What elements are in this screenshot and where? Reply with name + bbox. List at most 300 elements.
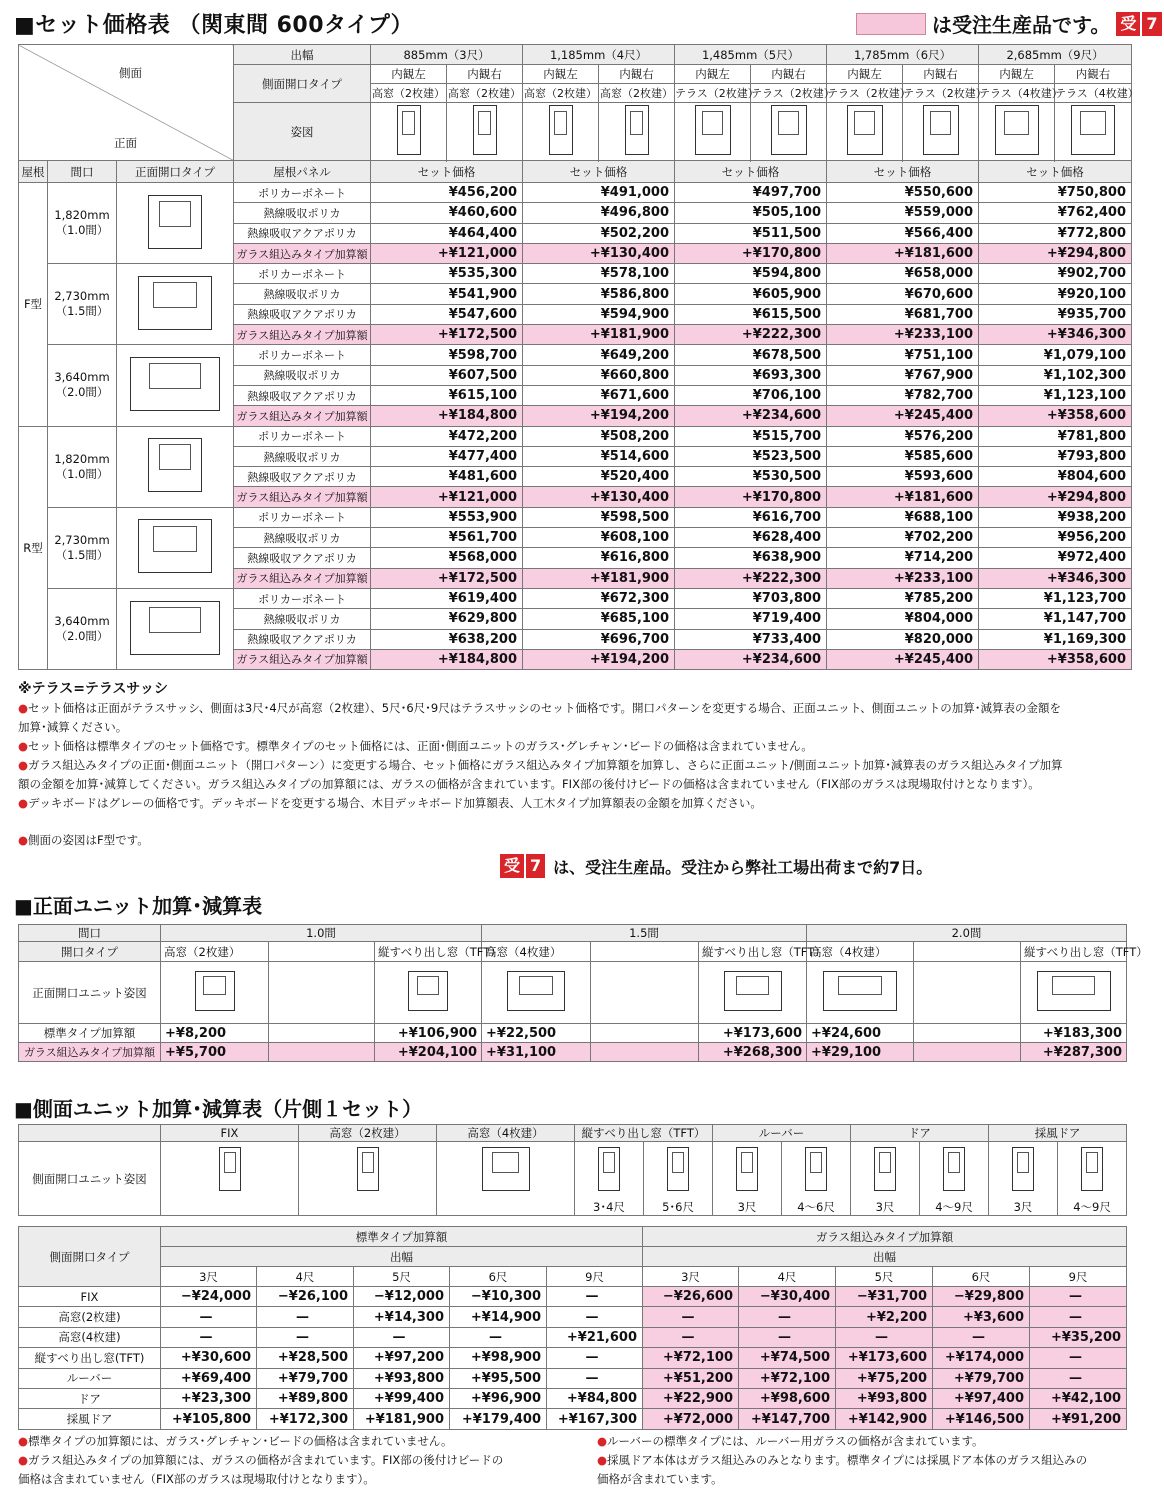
order-note-text: は、受注生産品。受注から弊社工場出荷まで約7日。 bbox=[553, 857, 933, 877]
price-cell bbox=[914, 1043, 1021, 1062]
price-cell: +¥2,200 bbox=[836, 1307, 933, 1327]
price-cell bbox=[591, 1024, 699, 1043]
price-cell: +¥93,800 bbox=[836, 1388, 933, 1408]
price-cell: +¥31,100 bbox=[482, 1043, 591, 1062]
price-cell: +¥98,900 bbox=[450, 1348, 547, 1368]
size-label bbox=[299, 1199, 437, 1216]
price-cell: ¥688,100 bbox=[827, 507, 979, 527]
price-cell: — bbox=[547, 1287, 643, 1307]
price-cell: ¥605,900 bbox=[675, 284, 827, 304]
order-badge-2: 受 7 bbox=[500, 854, 545, 878]
price-cell: ¥681,700 bbox=[827, 304, 979, 324]
price-cell: — bbox=[933, 1327, 1030, 1347]
price-cell: +¥173,600 bbox=[836, 1348, 933, 1368]
price-cell: ¥693,300 bbox=[675, 365, 827, 385]
price-cell: +¥75,200 bbox=[836, 1368, 933, 1388]
size-col: 3尺 bbox=[161, 1267, 257, 1287]
type-label: テラス（4枚建） bbox=[1055, 84, 1132, 103]
unit-figure bbox=[598, 1147, 620, 1191]
maguchi-cell: 2,730mm （1.5間） bbox=[48, 264, 117, 345]
figure-cell bbox=[699, 962, 807, 1024]
price-cell: +¥72,100 bbox=[643, 1348, 739, 1368]
price-cell: ¥505,100 bbox=[675, 203, 827, 223]
type-label: 高窓（2枚建） bbox=[161, 942, 269, 962]
size-col: 6尺 bbox=[450, 1267, 547, 1287]
order-badge: 受 7 bbox=[1116, 12, 1161, 36]
price-cell: ¥477,400 bbox=[371, 446, 523, 466]
price-cell: ¥1,123,100 bbox=[979, 385, 1132, 405]
type-header: 高窓（4枚建） bbox=[437, 1125, 575, 1142]
side-label: 内観右 bbox=[903, 65, 979, 84]
price-cell: +¥245,400 bbox=[827, 406, 979, 426]
price-cell: +¥346,300 bbox=[979, 325, 1132, 345]
price-cell: ¥1,079,100 bbox=[979, 345, 1132, 365]
panel-label: 熱線吸収ポリカ bbox=[234, 365, 371, 385]
price-cell: ¥496,800 bbox=[523, 203, 675, 223]
price-cell: +¥287,300 bbox=[1021, 1043, 1127, 1062]
panel-label: 熱線吸収アクアポリカ bbox=[234, 629, 371, 649]
unit-figure bbox=[138, 519, 212, 573]
price-cell: ¥703,800 bbox=[675, 588, 827, 608]
note-line: ●側面の姿図はF型です。 bbox=[18, 833, 149, 847]
price-cell: +¥69,400 bbox=[161, 1368, 257, 1388]
group-header: 1.0間 bbox=[161, 925, 482, 942]
note-line: 価格は含まれていません（FIX部のガラスは現場取付けとなります）。 bbox=[18, 1472, 375, 1486]
price-cell: −¥12,000 bbox=[354, 1287, 450, 1307]
price-cell: +¥183,300 bbox=[1021, 1024, 1127, 1043]
maguchi-cell: 3,640mm （2.0間） bbox=[48, 345, 117, 426]
price-cell: ¥804,600 bbox=[979, 467, 1132, 487]
unit-figure bbox=[219, 1147, 241, 1191]
type-label: テラス（2枚建） bbox=[751, 84, 827, 103]
row-label: 高窓(2枚建) bbox=[19, 1307, 161, 1327]
price-cell: +¥51,200 bbox=[643, 1368, 739, 1388]
front-figure-cell bbox=[117, 507, 234, 588]
unit-figure bbox=[771, 105, 807, 155]
front-figure-cell bbox=[117, 345, 234, 426]
demaba-header: 出幅 bbox=[161, 1247, 643, 1267]
price-cell: +¥294,800 bbox=[979, 487, 1132, 507]
price-cell: ¥1,102,300 bbox=[979, 365, 1132, 385]
type-label: テラス（4枚建） bbox=[979, 84, 1055, 103]
price-cell: +¥106,900 bbox=[375, 1024, 482, 1043]
figure-header: 正面開口ユニット姿図 bbox=[19, 962, 161, 1024]
price-cell: ¥511,500 bbox=[675, 223, 827, 243]
set-price-header: セット価格 bbox=[979, 161, 1132, 183]
price-cell: +¥22,900 bbox=[643, 1388, 739, 1408]
group-header: 1.5間 bbox=[482, 925, 807, 942]
type-label: 高窓（4枚建） bbox=[482, 942, 591, 962]
glass-header: ガラス組込みタイプ加算額 bbox=[19, 1043, 161, 1062]
price-cell: +¥96,900 bbox=[450, 1388, 547, 1408]
size-label: 4〜9尺 bbox=[1058, 1199, 1127, 1216]
price-cell: — bbox=[257, 1307, 354, 1327]
set-price-header: セット価格 bbox=[827, 161, 979, 183]
price-cell: +¥222,300 bbox=[675, 568, 827, 588]
price-cell: +¥358,600 bbox=[979, 406, 1132, 426]
type-label: 縦すべり出し窓（TFT） bbox=[375, 942, 482, 962]
row-label: 高窓(4枚建) bbox=[19, 1327, 161, 1347]
price-cell: +¥89,800 bbox=[257, 1388, 354, 1408]
price-cell: — bbox=[547, 1348, 643, 1368]
type-header: ドア bbox=[851, 1125, 989, 1142]
price-cell: ¥547,600 bbox=[371, 304, 523, 324]
side-label: 内観右 bbox=[447, 65, 523, 84]
price-cell: ¥781,800 bbox=[979, 426, 1132, 446]
set-price-header: セット価格 bbox=[523, 161, 675, 183]
price-cell: +¥84,800 bbox=[547, 1388, 643, 1408]
price-cell: +¥23,300 bbox=[161, 1388, 257, 1408]
price-cell: +¥121,000 bbox=[371, 487, 523, 507]
price-cell: +¥14,300 bbox=[354, 1307, 450, 1327]
price-cell: +¥28,500 bbox=[257, 1348, 354, 1368]
price-cell: ¥559,000 bbox=[827, 203, 979, 223]
panel-label: ポリカーボネート bbox=[234, 183, 371, 203]
figure-cell bbox=[575, 1142, 644, 1199]
unit-figure bbox=[549, 105, 573, 155]
note-line: 価格が含まれています。 bbox=[597, 1472, 723, 1486]
price-cell: +¥194,200 bbox=[523, 649, 675, 669]
size-col: 4尺 bbox=[257, 1267, 354, 1287]
note-line: ●デッキボードはグレーの価格です。デッキボードを変更する場合、木目デッキボード加算額表、人工木タイプ加算額表の金額を加算ください。 bbox=[18, 796, 762, 810]
size-col: 6尺 bbox=[933, 1267, 1030, 1287]
figure-cell bbox=[851, 1142, 920, 1199]
type-header: ルーバー bbox=[713, 1125, 851, 1142]
row-label: FIX bbox=[19, 1287, 161, 1307]
unit-figure bbox=[874, 1147, 896, 1191]
row-label: ルーバー bbox=[19, 1368, 161, 1388]
price-cell: +¥358,600 bbox=[979, 649, 1132, 669]
price-cell: — bbox=[739, 1307, 836, 1327]
width-header: 1,785mm（6尺） bbox=[827, 45, 979, 65]
price-cell: +¥173,600 bbox=[699, 1024, 807, 1043]
note-line: ●セット価格は正面がテラスサッシ、側面は3尺･4尺が高窓（2枚建）、5尺･6尺･9尺はテラスサッシのセット価格です。開口パターンを変更する場合、正面ユニット、側面ユニットの加算･減算表の金額を bbox=[18, 701, 1062, 715]
panel-label: 熱線吸収アクアポリカ bbox=[234, 548, 371, 568]
maguchi-header: 間口 bbox=[19, 925, 161, 942]
price-cell bbox=[269, 1043, 375, 1062]
type-label bbox=[591, 942, 699, 962]
figure-cell bbox=[782, 1142, 851, 1199]
unit-figure bbox=[736, 1147, 758, 1191]
price-cell: +¥170,800 bbox=[675, 243, 827, 263]
unit-figure bbox=[148, 195, 202, 249]
type-label: テラス（2枚建） bbox=[903, 84, 979, 103]
unit-figure bbox=[695, 105, 731, 155]
demaba-header: 出幅 bbox=[643, 1247, 1127, 1267]
order-note bbox=[500, 854, 932, 878]
price-cell: +¥245,400 bbox=[827, 649, 979, 669]
unit-figure bbox=[724, 971, 782, 1011]
row-label: 採風ドア bbox=[19, 1409, 161, 1429]
price-cell: +¥3,600 bbox=[933, 1307, 1030, 1327]
figure-cell bbox=[591, 962, 699, 1024]
price-cell: ¥472,200 bbox=[371, 426, 523, 446]
panel-label: ポリカーボネート bbox=[234, 426, 371, 446]
price-cell: +¥72,000 bbox=[643, 1409, 739, 1429]
price-cell: — bbox=[257, 1327, 354, 1347]
price-cell: +¥99,400 bbox=[354, 1388, 450, 1408]
figure-cell bbox=[482, 962, 591, 1024]
figure-cell bbox=[989, 1142, 1058, 1199]
price-cell: ¥550,600 bbox=[827, 183, 979, 203]
figure-cell bbox=[1058, 1142, 1127, 1199]
price-cell: ¥714,200 bbox=[827, 548, 979, 568]
demaba-header: 出幅 bbox=[234, 45, 371, 65]
unit-figure bbox=[507, 971, 565, 1011]
price-cell: +¥29,100 bbox=[807, 1043, 914, 1062]
note-line: ●セット価格は標準タイプのセット価格です。標準タイプのセット価格には、正面･側面ユニットのガラス･グレチャン･ビードの価格は含まれていません。 bbox=[18, 739, 813, 753]
unit-figure bbox=[130, 601, 220, 655]
price-cell: +¥179,400 bbox=[450, 1409, 547, 1429]
figure-cell bbox=[920, 1142, 989, 1199]
open-type-header: 側面開口タイプ bbox=[234, 65, 371, 103]
type-label: 高窓（2枚建） bbox=[371, 84, 447, 103]
price-cell: ¥456,200 bbox=[371, 183, 523, 203]
unit-figure bbox=[408, 971, 448, 1011]
price-cell: +¥142,900 bbox=[836, 1409, 933, 1429]
front-figure-cell bbox=[117, 183, 234, 264]
type-header: 採風ドア bbox=[989, 1125, 1127, 1142]
set-price-header: セット価格 bbox=[675, 161, 827, 183]
price-cell: +¥24,600 bbox=[807, 1024, 914, 1043]
unit-figure bbox=[943, 1147, 965, 1191]
price-cell: −¥31,700 bbox=[836, 1287, 933, 1307]
unit-figure bbox=[195, 971, 235, 1011]
price-cell: +¥233,100 bbox=[827, 568, 979, 588]
price-cell: ¥696,700 bbox=[523, 629, 675, 649]
unit-figure bbox=[148, 438, 202, 492]
price-cell: ¥972,400 bbox=[979, 548, 1132, 568]
price-cell: +¥181,900 bbox=[523, 325, 675, 345]
size-label: 3尺 bbox=[989, 1199, 1058, 1216]
price-cell: +¥172,500 bbox=[371, 325, 523, 345]
price-cell: +¥147,700 bbox=[739, 1409, 836, 1429]
size-col: 9尺 bbox=[547, 1267, 643, 1287]
panel-label: ガラス組込みタイプ加算額 bbox=[234, 406, 371, 426]
price-cell: +¥170,800 bbox=[675, 487, 827, 507]
size-col: 5尺 bbox=[354, 1267, 450, 1287]
unit-figure bbox=[482, 1147, 530, 1191]
panel-label: ポリカーボネート bbox=[234, 345, 371, 365]
price-cell: ¥616,700 bbox=[675, 507, 827, 527]
type-label: 高窓（2枚建） bbox=[523, 84, 599, 103]
side-label: 内観右 bbox=[1055, 65, 1132, 84]
price-cell: +¥167,300 bbox=[547, 1409, 643, 1429]
type-label: 縦すべり出し窓（TFT） bbox=[699, 942, 807, 962]
note-line: ●ガラス組込みタイプの加算額には、ガラスの価格が含まれています。FIX部の後付けビードの bbox=[18, 1453, 504, 1467]
price-cell: — bbox=[547, 1368, 643, 1388]
type-header: 開口タイプ bbox=[19, 942, 161, 962]
price-cell: ¥615,500 bbox=[675, 304, 827, 324]
price-cell: +¥79,700 bbox=[933, 1368, 1030, 1388]
price-cell: ¥1,123,700 bbox=[979, 588, 1132, 608]
price-cell: ¥566,400 bbox=[827, 223, 979, 243]
row-label: 縦すべり出し窓(TFT) bbox=[19, 1348, 161, 1368]
roof-type: R型 bbox=[19, 426, 48, 670]
price-cell: −¥26,600 bbox=[643, 1287, 739, 1307]
type-label: テラス（2枚建） bbox=[675, 84, 751, 103]
figure-cell bbox=[371, 103, 447, 161]
unit-figure bbox=[1037, 971, 1111, 1011]
price-cell: +¥130,400 bbox=[523, 243, 675, 263]
price-cell: +¥146,500 bbox=[933, 1409, 1030, 1429]
size-col: 9尺 bbox=[1030, 1267, 1127, 1287]
unit-figure bbox=[847, 105, 883, 155]
price-cell: ¥520,400 bbox=[523, 467, 675, 487]
price-cell: +¥204,100 bbox=[375, 1043, 482, 1062]
unit-figure bbox=[357, 1147, 379, 1191]
price-cell: ¥561,700 bbox=[371, 528, 523, 548]
price-cell: ¥619,400 bbox=[371, 588, 523, 608]
unit-figure bbox=[1012, 1147, 1034, 1191]
panel-label: 熱線吸収ポリカ bbox=[234, 609, 371, 629]
price-cell: ¥956,200 bbox=[979, 528, 1132, 548]
price-cell: ¥638,900 bbox=[675, 548, 827, 568]
price-cell: +¥184,800 bbox=[371, 406, 523, 426]
price-cell: ¥578,100 bbox=[523, 264, 675, 284]
figure-cell bbox=[807, 962, 914, 1024]
price-cell: +¥95,500 bbox=[450, 1368, 547, 1388]
note-line: 額の金額を加算･減算してください。ガラス組込みタイプの加算額には、ガラスの価格が含まれています。FIX部の後付けビードの価格は含まれていません（FIX部のガラスは現場取付けとなります）。 bbox=[18, 777, 1040, 791]
price-cell: ¥1,169,300 bbox=[979, 629, 1132, 649]
price-cell: — bbox=[354, 1327, 450, 1347]
price-cell: +¥105,800 bbox=[161, 1409, 257, 1429]
price-cell: ¥594,900 bbox=[523, 304, 675, 324]
price-cell: ¥523,500 bbox=[675, 446, 827, 466]
price-cell: ¥568,000 bbox=[371, 548, 523, 568]
price-cell: +¥181,900 bbox=[523, 568, 675, 588]
price-cell: +¥21,600 bbox=[547, 1327, 643, 1347]
price-cell: +¥174,000 bbox=[933, 1348, 1030, 1368]
set-price-header: セット価格 bbox=[371, 161, 523, 183]
price-cell: ¥767,900 bbox=[827, 365, 979, 385]
unit-figure bbox=[923, 105, 959, 155]
panel-label: 熱線吸収アクアポリカ bbox=[234, 467, 371, 487]
price-cell: ¥502,200 bbox=[523, 223, 675, 243]
price-cell: — bbox=[643, 1327, 739, 1347]
size-col: 3尺 bbox=[643, 1267, 739, 1287]
price-cell: +¥184,800 bbox=[371, 649, 523, 669]
note-line: ●採風ドア本体はガラス組込みのみとなります。標準タイプには採風ドア本体のガラス組込みの bbox=[597, 1453, 1088, 1467]
price-cell: −¥29,800 bbox=[933, 1287, 1030, 1307]
unit-figure bbox=[625, 105, 649, 155]
corner-header: 側面 正面 bbox=[19, 45, 234, 161]
price-cell: +¥42,100 bbox=[1030, 1388, 1127, 1408]
blank-header bbox=[19, 1125, 161, 1142]
side-unit-title: ■側面ユニット加算･減算表（片側１セット） bbox=[14, 1097, 423, 1121]
price-cell: ¥660,800 bbox=[523, 365, 675, 385]
price-cell: ¥638,200 bbox=[371, 629, 523, 649]
figure-cell bbox=[299, 1142, 437, 1199]
price-cell: ¥672,300 bbox=[523, 588, 675, 608]
price-cell: +¥222,300 bbox=[675, 325, 827, 345]
figure-cell bbox=[675, 103, 751, 161]
figure-cell bbox=[751, 103, 827, 161]
price-cell bbox=[914, 1024, 1021, 1043]
size-label bbox=[437, 1199, 575, 1216]
side-label: 内観左 bbox=[979, 65, 1055, 84]
price-cell: ¥628,400 bbox=[675, 528, 827, 548]
price-cell: ¥793,800 bbox=[979, 446, 1132, 466]
front-unit-table bbox=[18, 924, 1148, 1062]
side-label: 内観左 bbox=[827, 65, 903, 84]
unit-figure bbox=[805, 1147, 827, 1191]
type-label bbox=[269, 942, 375, 962]
panel-label: 熱線吸収ポリカ bbox=[234, 528, 371, 548]
panel-label: 熱線吸収ポリカ bbox=[234, 284, 371, 304]
price-cell: +¥79,700 bbox=[257, 1368, 354, 1388]
price-cell: +¥121,000 bbox=[371, 243, 523, 263]
side-label: 内観右 bbox=[751, 65, 827, 84]
panel-label: ポリカーボネート bbox=[234, 507, 371, 527]
group-header: 2.0間 bbox=[807, 925, 1127, 942]
price-cell: — bbox=[1030, 1368, 1127, 1388]
price-cell: −¥30,400 bbox=[739, 1287, 836, 1307]
panel-label: 熱線吸収アクアポリカ bbox=[234, 304, 371, 324]
figure-header: 姿図 bbox=[234, 103, 371, 161]
price-cell: +¥74,500 bbox=[739, 1348, 836, 1368]
price-cell: ¥782,700 bbox=[827, 385, 979, 405]
type-label: 縦すべり出し窓（TFT） bbox=[1021, 942, 1127, 962]
std-header: 標準タイプ加算額 bbox=[19, 1024, 161, 1043]
price-cell: +¥14,900 bbox=[450, 1307, 547, 1327]
panel-label: 熱線吸収ポリカ bbox=[234, 446, 371, 466]
price-cell: −¥24,000 bbox=[161, 1287, 257, 1307]
maguchi-cell: 3,640mm （2.0間） bbox=[48, 588, 117, 669]
price-cell: ¥733,400 bbox=[675, 629, 827, 649]
price-cell: ¥497,700 bbox=[675, 183, 827, 203]
legend-text: は受注生産品です。 bbox=[932, 13, 1111, 37]
side-notes-left bbox=[18, 1432, 503, 1489]
price-cell: +¥233,100 bbox=[827, 325, 979, 345]
note-line: ●ガラス組込みタイプの正面･側面ユニット（開口パターン）に変更する場合、セット価格にガラス組込みタイプ加算額を加算し、さらに正面ユニット/側面ユニット加算･減算表のガラス組込みタイプ加算 bbox=[18, 758, 1063, 772]
price-cell: ¥804,000 bbox=[827, 609, 979, 629]
price-cell bbox=[269, 1024, 375, 1043]
price-cell: ¥772,800 bbox=[979, 223, 1132, 243]
price-cell: ¥616,800 bbox=[523, 548, 675, 568]
price-cell: — bbox=[161, 1327, 257, 1347]
price-cell: ¥685,100 bbox=[523, 609, 675, 629]
figure-cell bbox=[447, 103, 523, 161]
price-cell: +¥234,600 bbox=[675, 649, 827, 669]
figure-cell bbox=[1021, 962, 1127, 1024]
maguchi-cell: 1,820mm （1.0間） bbox=[48, 183, 117, 264]
price-cell: ¥629,800 bbox=[371, 609, 523, 629]
price-cell: ¥593,600 bbox=[827, 467, 979, 487]
price-cell: ¥820,000 bbox=[827, 629, 979, 649]
front-open-header: 正面開口タイプ bbox=[117, 161, 234, 183]
price-cell: ¥938,200 bbox=[979, 507, 1132, 527]
type-label: 高窓（4枚建） bbox=[807, 942, 914, 962]
price-cell: −¥26,100 bbox=[257, 1287, 354, 1307]
width-header: 1,185mm（4尺） bbox=[523, 45, 675, 65]
price-cell: — bbox=[161, 1307, 257, 1327]
figure-cell bbox=[1055, 103, 1132, 161]
price-cell: +¥30,600 bbox=[161, 1348, 257, 1368]
price-cell: +¥35,200 bbox=[1030, 1327, 1127, 1347]
type-label bbox=[914, 942, 1021, 962]
price-cell: ¥464,400 bbox=[371, 223, 523, 243]
panel-label: ポリカーボネート bbox=[234, 264, 371, 284]
price-cell: ¥607,500 bbox=[371, 365, 523, 385]
type-header: 側面開口タイプ bbox=[19, 1227, 161, 1287]
set-price-notes bbox=[18, 680, 1063, 850]
unit-figure bbox=[1071, 105, 1115, 155]
price-cell: ¥576,200 bbox=[827, 426, 979, 446]
size-label: 3尺 bbox=[713, 1199, 782, 1216]
price-cell: +¥97,400 bbox=[933, 1388, 1030, 1408]
panel-label: ポリカーボネート bbox=[234, 588, 371, 608]
